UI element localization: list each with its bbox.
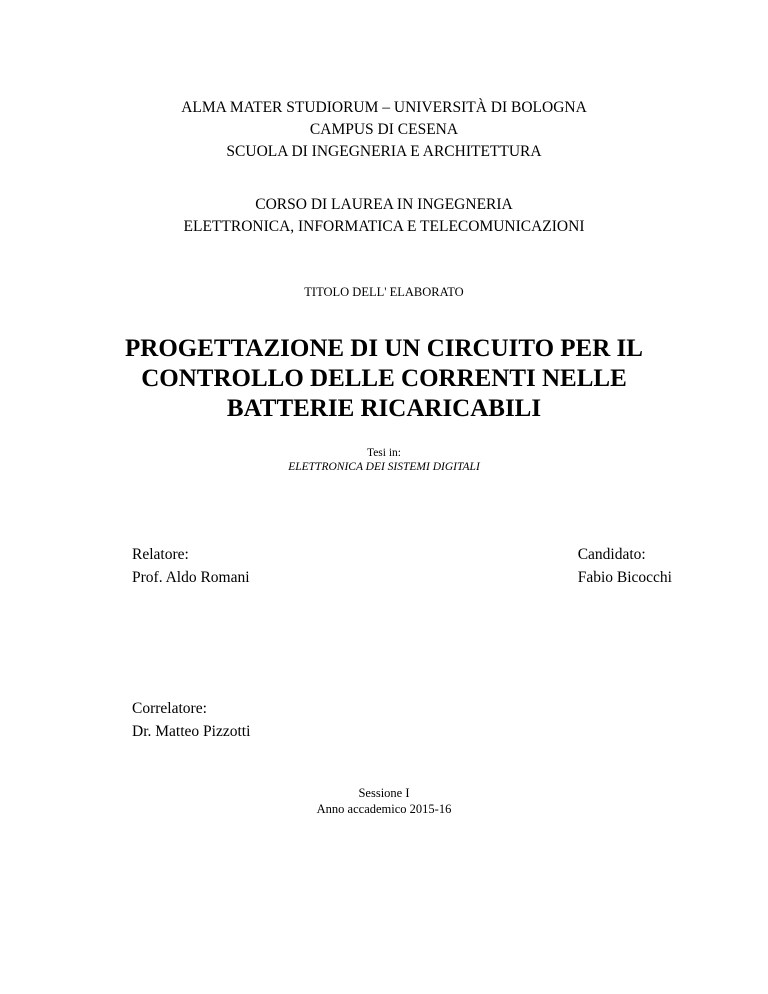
degree-course (0, 194, 768, 238)
campus-name: CAMPUS DI CESENA (309, 121, 459, 138)
thesis-label: Tesi in: (366, 447, 401, 459)
correlatore-label: Correlatore: (132, 700, 207, 717)
session-name: Sessione I (358, 786, 410, 800)
academic-year: Anno accademico 2015-16 (316, 802, 452, 816)
course-line-2: ELETTRONICA, INFORMATICA E TELECOMUNICAZIONI (183, 218, 585, 235)
candidato-name: Fabio Bicocchi (577, 569, 672, 586)
candidato-block (578, 543, 672, 589)
title-label (0, 284, 768, 300)
title-line-1: PROGETTAZIONE DI UN CIRCUITO PER IL (125, 335, 643, 362)
course-line-1: CORSO DI LAUREA IN INGEGNERIA (255, 196, 513, 213)
thesis-subject: ELETTRONICA DEI SISTEMI DIGITALI (288, 461, 480, 473)
university-name: ALMA MATER STUDIORUM – UNIVERSITÀ DI BOLOGNA (181, 99, 587, 116)
thesis-title (0, 334, 768, 424)
university-header (0, 97, 768, 163)
relatore-label: Relatore: (132, 546, 189, 563)
session-block (0, 785, 768, 817)
relatore-block (132, 543, 250, 589)
title-line-3: BATTERIE RICARICABILI (226, 395, 542, 422)
title-label-text: TITOLO DELL' ELABORATO (304, 285, 464, 299)
title-line-2: CONTROLLO DELLE CORRENTI NELLE (141, 365, 627, 392)
candidato-label: Candidato: (577, 546, 646, 563)
school-name: SCUOLA DI INGEGNERIA E ARCHITETTURA (226, 143, 542, 160)
relatore-name: Prof. Aldo Romani (132, 569, 250, 586)
thesis-subject-block (0, 446, 768, 474)
correlatore-block (132, 697, 250, 743)
correlatore-name: Dr. Matteo Pizzotti (132, 723, 251, 740)
